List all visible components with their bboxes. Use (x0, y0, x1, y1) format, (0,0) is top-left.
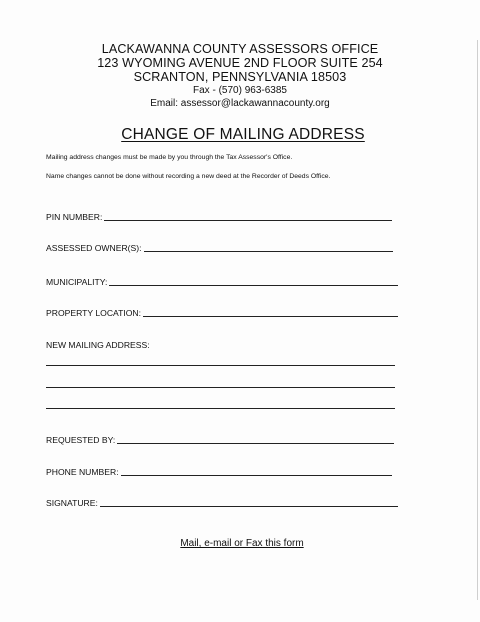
office-email: Email: assessor@lackawannacounty.org (150, 98, 330, 109)
assessed-owners-label: ASSESSED OWNER(S): (46, 243, 142, 253)
address-line-1[interactable] (46, 365, 395, 366)
address-line-3[interactable] (46, 408, 395, 409)
new-mailing-address-heading (46, 334, 246, 350)
municipality-field[interactable] (46, 271, 398, 287)
phone-number-field[interactable] (46, 461, 392, 477)
note-name-change: Name changes cannot be done without recording a new deed at the Recorder of Deeds Office. (46, 173, 331, 180)
signature-label: SIGNATURE: (46, 498, 98, 508)
address-line-2[interactable] (46, 387, 395, 388)
pin-number-label: PIN NUMBER: (46, 212, 103, 222)
scan-edge-shadow (477, 40, 478, 600)
office-fax: Fax - (570) 963-6385 (193, 85, 287, 96)
municipality-label: MUNICIPALITY: (46, 277, 108, 287)
form-title: CHANGE OF MAILING ADDRESS (121, 126, 365, 143)
property-location-field[interactable] (46, 302, 398, 318)
office-name: LACKAWANNA COUNTY ASSESSORS OFFICE (101, 42, 379, 56)
new-mailing-address-label: NEW MAILING ADDRESS: (46, 340, 150, 350)
requested-by-label: REQUESTED BY: (46, 435, 116, 445)
office-city: SCRANTON, PENNSYLVANIA 18503 (133, 70, 347, 84)
note-address-change: Mailing address changes must be made by you through the Tax Assessor's Office. (46, 154, 293, 161)
signature-field[interactable] (46, 492, 398, 508)
form-footer: Mail, e-mail or Fax this form (180, 538, 304, 549)
assessed-owners-field[interactable] (46, 237, 393, 253)
property-location-label: PROPERTY LOCATION: (46, 308, 142, 318)
office-address: 123 WYOMING AVENUE 2ND FLOOR SUITE 254 (97, 56, 383, 70)
pin-number-field[interactable] (46, 206, 392, 222)
requested-by-field[interactable] (46, 429, 394, 445)
phone-number-label: PHONE NUMBER: (46, 467, 119, 477)
